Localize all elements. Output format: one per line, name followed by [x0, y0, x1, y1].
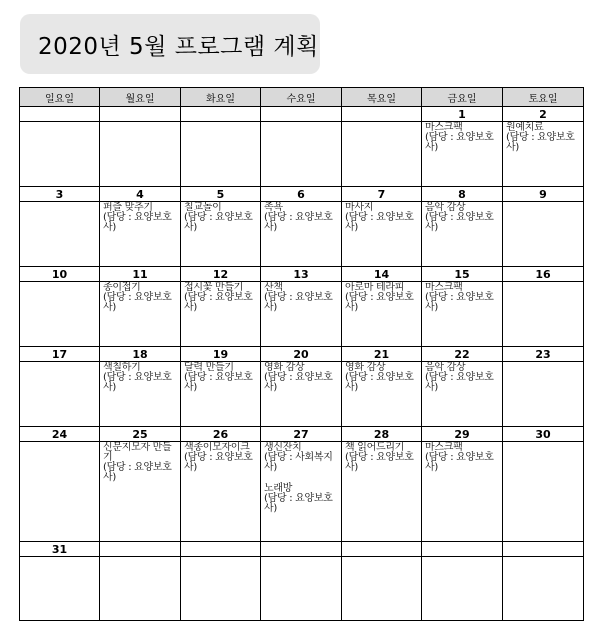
day-number: 14	[342, 267, 422, 282]
event-entry: 음악 감상 (담당 : 요양보호사)	[425, 362, 494, 393]
week-events-row	[20, 122, 584, 187]
week-events-row	[20, 282, 584, 347]
day-cell	[261, 202, 342, 267]
week-number-row	[20, 542, 584, 557]
day-number: 21	[342, 347, 422, 362]
day-number: 13	[261, 267, 342, 282]
title-box	[20, 14, 320, 74]
day-cell	[422, 442, 503, 542]
day-cell	[422, 282, 503, 347]
event-entry: 마스크팩 (담당 : 요양보호사)	[425, 122, 494, 153]
day-number	[342, 107, 422, 122]
day-cell	[20, 442, 100, 542]
day-cell	[100, 362, 181, 427]
day-number: 29	[422, 427, 503, 442]
day-cell	[100, 557, 181, 621]
weekday-thursday: 목요일	[342, 88, 422, 107]
event-entry: 족욕 (담당 : 요양보호사)	[264, 202, 333, 233]
day-number	[100, 107, 181, 122]
day-number: 11	[100, 267, 181, 282]
day-number: 10	[20, 267, 100, 282]
day-number: 18	[100, 347, 181, 362]
day-cell	[342, 442, 422, 542]
day-number: 6	[261, 187, 342, 202]
week-events-row	[20, 557, 584, 621]
day-cell	[100, 202, 181, 267]
day-cell	[20, 122, 100, 187]
day-cell	[20, 202, 100, 267]
day-cell	[342, 122, 422, 187]
day-cell	[181, 442, 261, 542]
day-cell	[181, 362, 261, 427]
day-cell	[181, 557, 261, 621]
day-number: 4	[100, 187, 181, 202]
day-number	[261, 542, 342, 557]
day-cell	[181, 282, 261, 347]
day-cell	[342, 282, 422, 347]
day-cell	[100, 122, 181, 187]
day-cell	[503, 442, 584, 542]
event-entry: 생신잔치 (담당 : 사회복지사)	[264, 442, 333, 473]
event-entry: 원예치료 (담당 : 요양보호사)	[506, 122, 575, 153]
day-cell	[422, 362, 503, 427]
week-number-row	[20, 267, 584, 282]
day-number: 15	[422, 267, 503, 282]
day-cell	[261, 442, 342, 542]
day-cell	[342, 557, 422, 621]
day-number: 5	[181, 187, 261, 202]
event-entry: 접시꽃 만들기 (담당 : 요양보호사)	[184, 282, 253, 313]
weekday-friday: 금요일	[422, 88, 503, 107]
day-number: 9	[503, 187, 584, 202]
event-entry: 영화 감상 (담당 : 요양보호사)	[345, 362, 414, 393]
day-number	[181, 542, 261, 557]
event-entry: 책 읽어드리기 (담당 : 요양보호사)	[345, 442, 414, 473]
day-cell	[181, 202, 261, 267]
day-number	[342, 542, 422, 557]
weekday-tuesday: 화요일	[181, 88, 261, 107]
day-cell	[503, 282, 584, 347]
calendar-body	[20, 107, 584, 621]
event-entry: 종이접기 (담당 : 요양보호사)	[103, 282, 172, 313]
weekday-wednesday: 수요일	[261, 88, 342, 107]
weekday-header-row	[20, 88, 584, 107]
day-cell	[261, 282, 342, 347]
day-cell	[422, 122, 503, 187]
day-number: 23	[503, 347, 584, 362]
day-number: 17	[20, 347, 100, 362]
event-entry: 색칠하기 (담당 : 요양보호사)	[103, 362, 172, 393]
page-title: 2020년 5월 프로그램 계획	[38, 34, 319, 60]
event-entry: 마스크팩 (담당 : 요양보호사)	[425, 442, 494, 473]
day-cell	[503, 362, 584, 427]
event-entry: 영화 감상 (담당 : 요양보호사)	[264, 362, 333, 393]
day-cell	[20, 362, 100, 427]
day-number: 19	[181, 347, 261, 362]
event-entry: 색종이모자이크 (담당 : 요양보호사)	[184, 442, 253, 473]
day-cell	[503, 557, 584, 621]
day-cell	[261, 557, 342, 621]
day-number	[100, 542, 181, 557]
day-number: 26	[181, 427, 261, 442]
event-entry: 노래방 (담당 : 요양보호사)	[264, 483, 333, 514]
day-number: 27	[261, 427, 342, 442]
weekday-monday: 월요일	[100, 88, 181, 107]
day-cell	[100, 442, 181, 542]
week-events-row	[20, 202, 584, 267]
day-number	[20, 107, 100, 122]
day-number	[503, 542, 584, 557]
week-number-row	[20, 107, 584, 122]
day-cell	[20, 282, 100, 347]
day-number: 16	[503, 267, 584, 282]
day-number	[181, 107, 261, 122]
event-entry: 마스크팩 (담당 : 요양보호사)	[425, 282, 494, 313]
day-number: 2	[503, 107, 584, 122]
day-cell	[342, 202, 422, 267]
day-cell	[422, 557, 503, 621]
day-number: 24	[20, 427, 100, 442]
week-number-row	[20, 427, 584, 442]
day-number: 25	[100, 427, 181, 442]
weekday-sunday: 일요일	[20, 88, 100, 107]
day-number	[422, 542, 503, 557]
day-number: 12	[181, 267, 261, 282]
event-entry: 달력 만들기 (담당 : 요양보호사)	[184, 362, 253, 393]
calendar-table	[19, 87, 584, 621]
day-number: 7	[342, 187, 422, 202]
event-entry: 퍼즐 맞추기 (담당 : 요양보호사)	[103, 202, 172, 233]
event-entry: 산책 (담당 : 요양보호사)	[264, 282, 333, 313]
day-cell	[181, 122, 261, 187]
day-number: 30	[503, 427, 584, 442]
day-number: 31	[20, 542, 100, 557]
event-entry: 아로마 테라피 (담당 : 요양보호사)	[345, 282, 414, 313]
day-number: 20	[261, 347, 342, 362]
day-cell	[100, 282, 181, 347]
week-events-row	[20, 362, 584, 427]
day-number: 22	[422, 347, 503, 362]
day-number: 3	[20, 187, 100, 202]
week-number-row	[20, 347, 584, 362]
day-cell	[261, 122, 342, 187]
event-entry: 음악 감상 (담당 : 요양보호사)	[425, 202, 494, 233]
day-cell	[503, 202, 584, 267]
day-number: 28	[342, 427, 422, 442]
day-number	[261, 107, 342, 122]
day-number: 8	[422, 187, 503, 202]
day-cell	[503, 122, 584, 187]
event-entry: 마사지 (담당 : 요양보호사)	[345, 202, 414, 233]
event-entry: 신문지모자 만들기 (담당 : 요양보호사)	[103, 442, 172, 483]
week-events-row	[20, 442, 584, 542]
day-cell	[422, 202, 503, 267]
weekday-saturday: 토요일	[503, 88, 584, 107]
day-number: 1	[422, 107, 503, 122]
week-number-row	[20, 187, 584, 202]
day-cell	[342, 362, 422, 427]
day-cell	[20, 557, 100, 621]
day-cell	[261, 362, 342, 427]
event-entry: 칠교놀이 (담당 : 요양보호사)	[184, 202, 253, 233]
